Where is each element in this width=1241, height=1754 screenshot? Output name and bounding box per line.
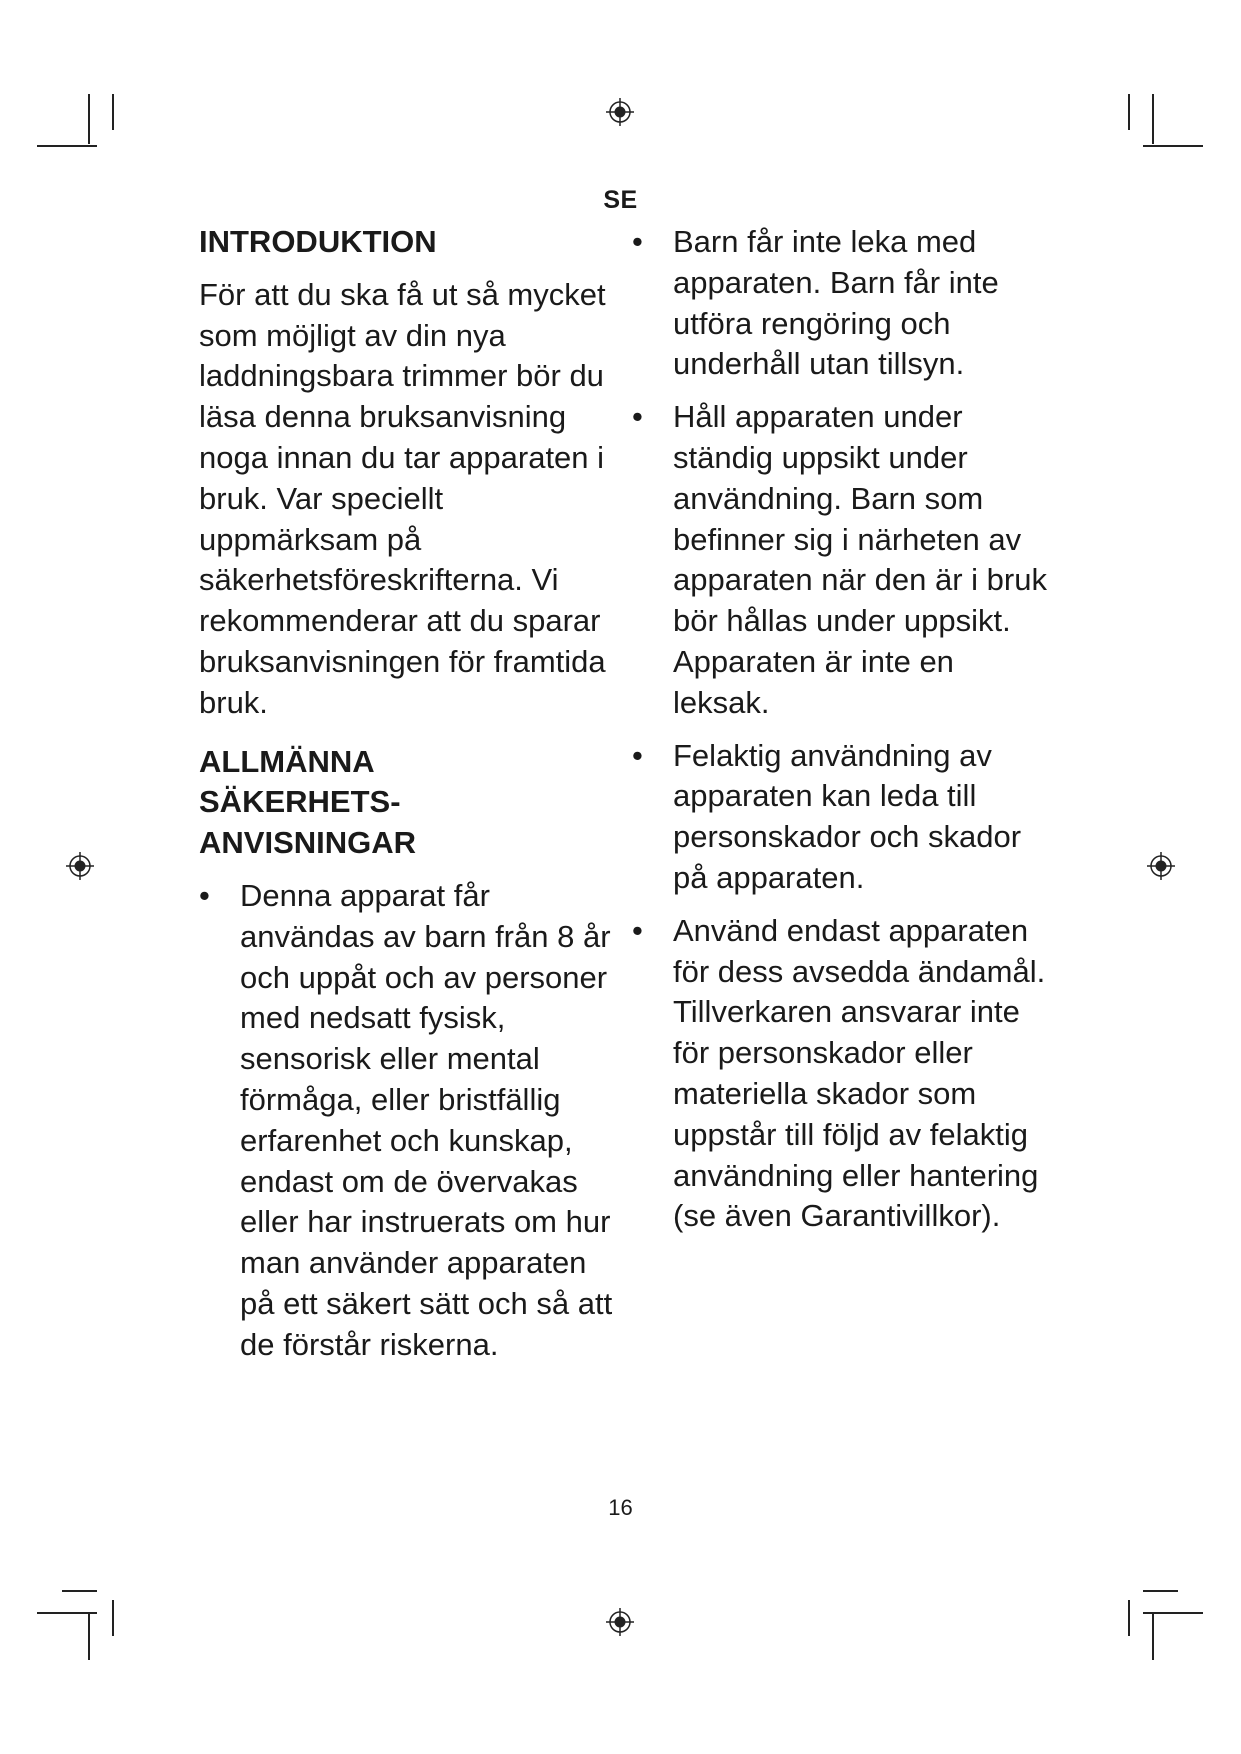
crop-mark-bottom-right-v1: [1152, 1612, 1154, 1660]
crop-mark-bottom-left-v1: [88, 1612, 90, 1660]
crop-mark-top-right-v1: [1152, 94, 1154, 144]
crop-mark-top-left-h: [37, 145, 97, 147]
safety-list-left: [199, 876, 619, 1366]
right-column: [632, 222, 1052, 1249]
registration-mark-bottom-icon: [605, 1607, 635, 1637]
safety-item: • Denna apparat får användas av barn från 8 år och uppåt och av personer med nedsatt fysisk, sensorisk eller mental förmåga, eller bristfällig erfarenhet och kunskap, endast om de övervakas eller har instruerats om hur man använder apparaten på ett säkert sätt och så att de förstår riskerna.: [199, 876, 619, 1366]
crop-mark-top-right-v2: [1128, 94, 1130, 130]
crop-mark-top-left-v1: [88, 94, 90, 144]
registration-mark-left-icon: [65, 851, 95, 881]
crop-mark-bottom-left-h1: [62, 1590, 97, 1592]
crop-mark-bottom-left-v2: [112, 1600, 114, 1636]
page-number: 16: [608, 1495, 633, 1520]
safety-heading: [199, 742, 619, 864]
registration-mark-right-icon: [1146, 851, 1176, 881]
safety-heading-line-2: SÄKERHETS-: [199, 784, 401, 820]
crop-mark-top-left-v2: [112, 94, 114, 130]
safety-item: • Håll apparaten under ständig uppsikt under användning. Barn som befinner sig i närheten av apparaten när den är i bruk bör hållas under uppsikt. Apparaten är inte en leksak.: [632, 397, 1052, 723]
left-column: [199, 222, 619, 1366]
safety-list-right: [632, 222, 1052, 1237]
introduction-heading: INTRODUKTION: [199, 224, 437, 259]
language-code: SE: [603, 186, 638, 214]
safety-item: • Barn får inte leka med apparaten. Barn får inte utföra rengöring och underhåll utan tillsyn.: [632, 222, 1052, 385]
safety-heading-line-3: ANVISNINGAR: [199, 825, 417, 861]
crop-mark-bottom-right-h1: [1143, 1590, 1178, 1592]
safety-item: • Felaktig användning av apparaten kan leda till personskador och skador på apparaten.: [632, 736, 1052, 899]
crop-mark-bottom-right-v2: [1128, 1600, 1130, 1636]
introduction-text: För att du ska få ut så mycket som möjligt av din nya laddningsbara trimmer bör du läsa denna bruksanvisning noga innan du tar apparaten i bruk. Var speciellt uppmärksam på säkerhetsföreskrifterna. Vi rekommenderar att du sparar bruksanvisningen för framtida bruk.: [199, 276, 606, 720]
registration-mark-top-icon: [605, 97, 635, 127]
safety-item: • Använd endast apparaten för dess avsedda ändamål. Tillverkaren ansvarar inte för personskador eller materiella skador som uppstår till följd av felaktig användning eller hantering (se även Garantivillkor).: [632, 911, 1052, 1237]
safety-heading-line-1: ALLMÄNNA: [199, 743, 375, 779]
crop-mark-top-right-h: [1143, 145, 1203, 147]
